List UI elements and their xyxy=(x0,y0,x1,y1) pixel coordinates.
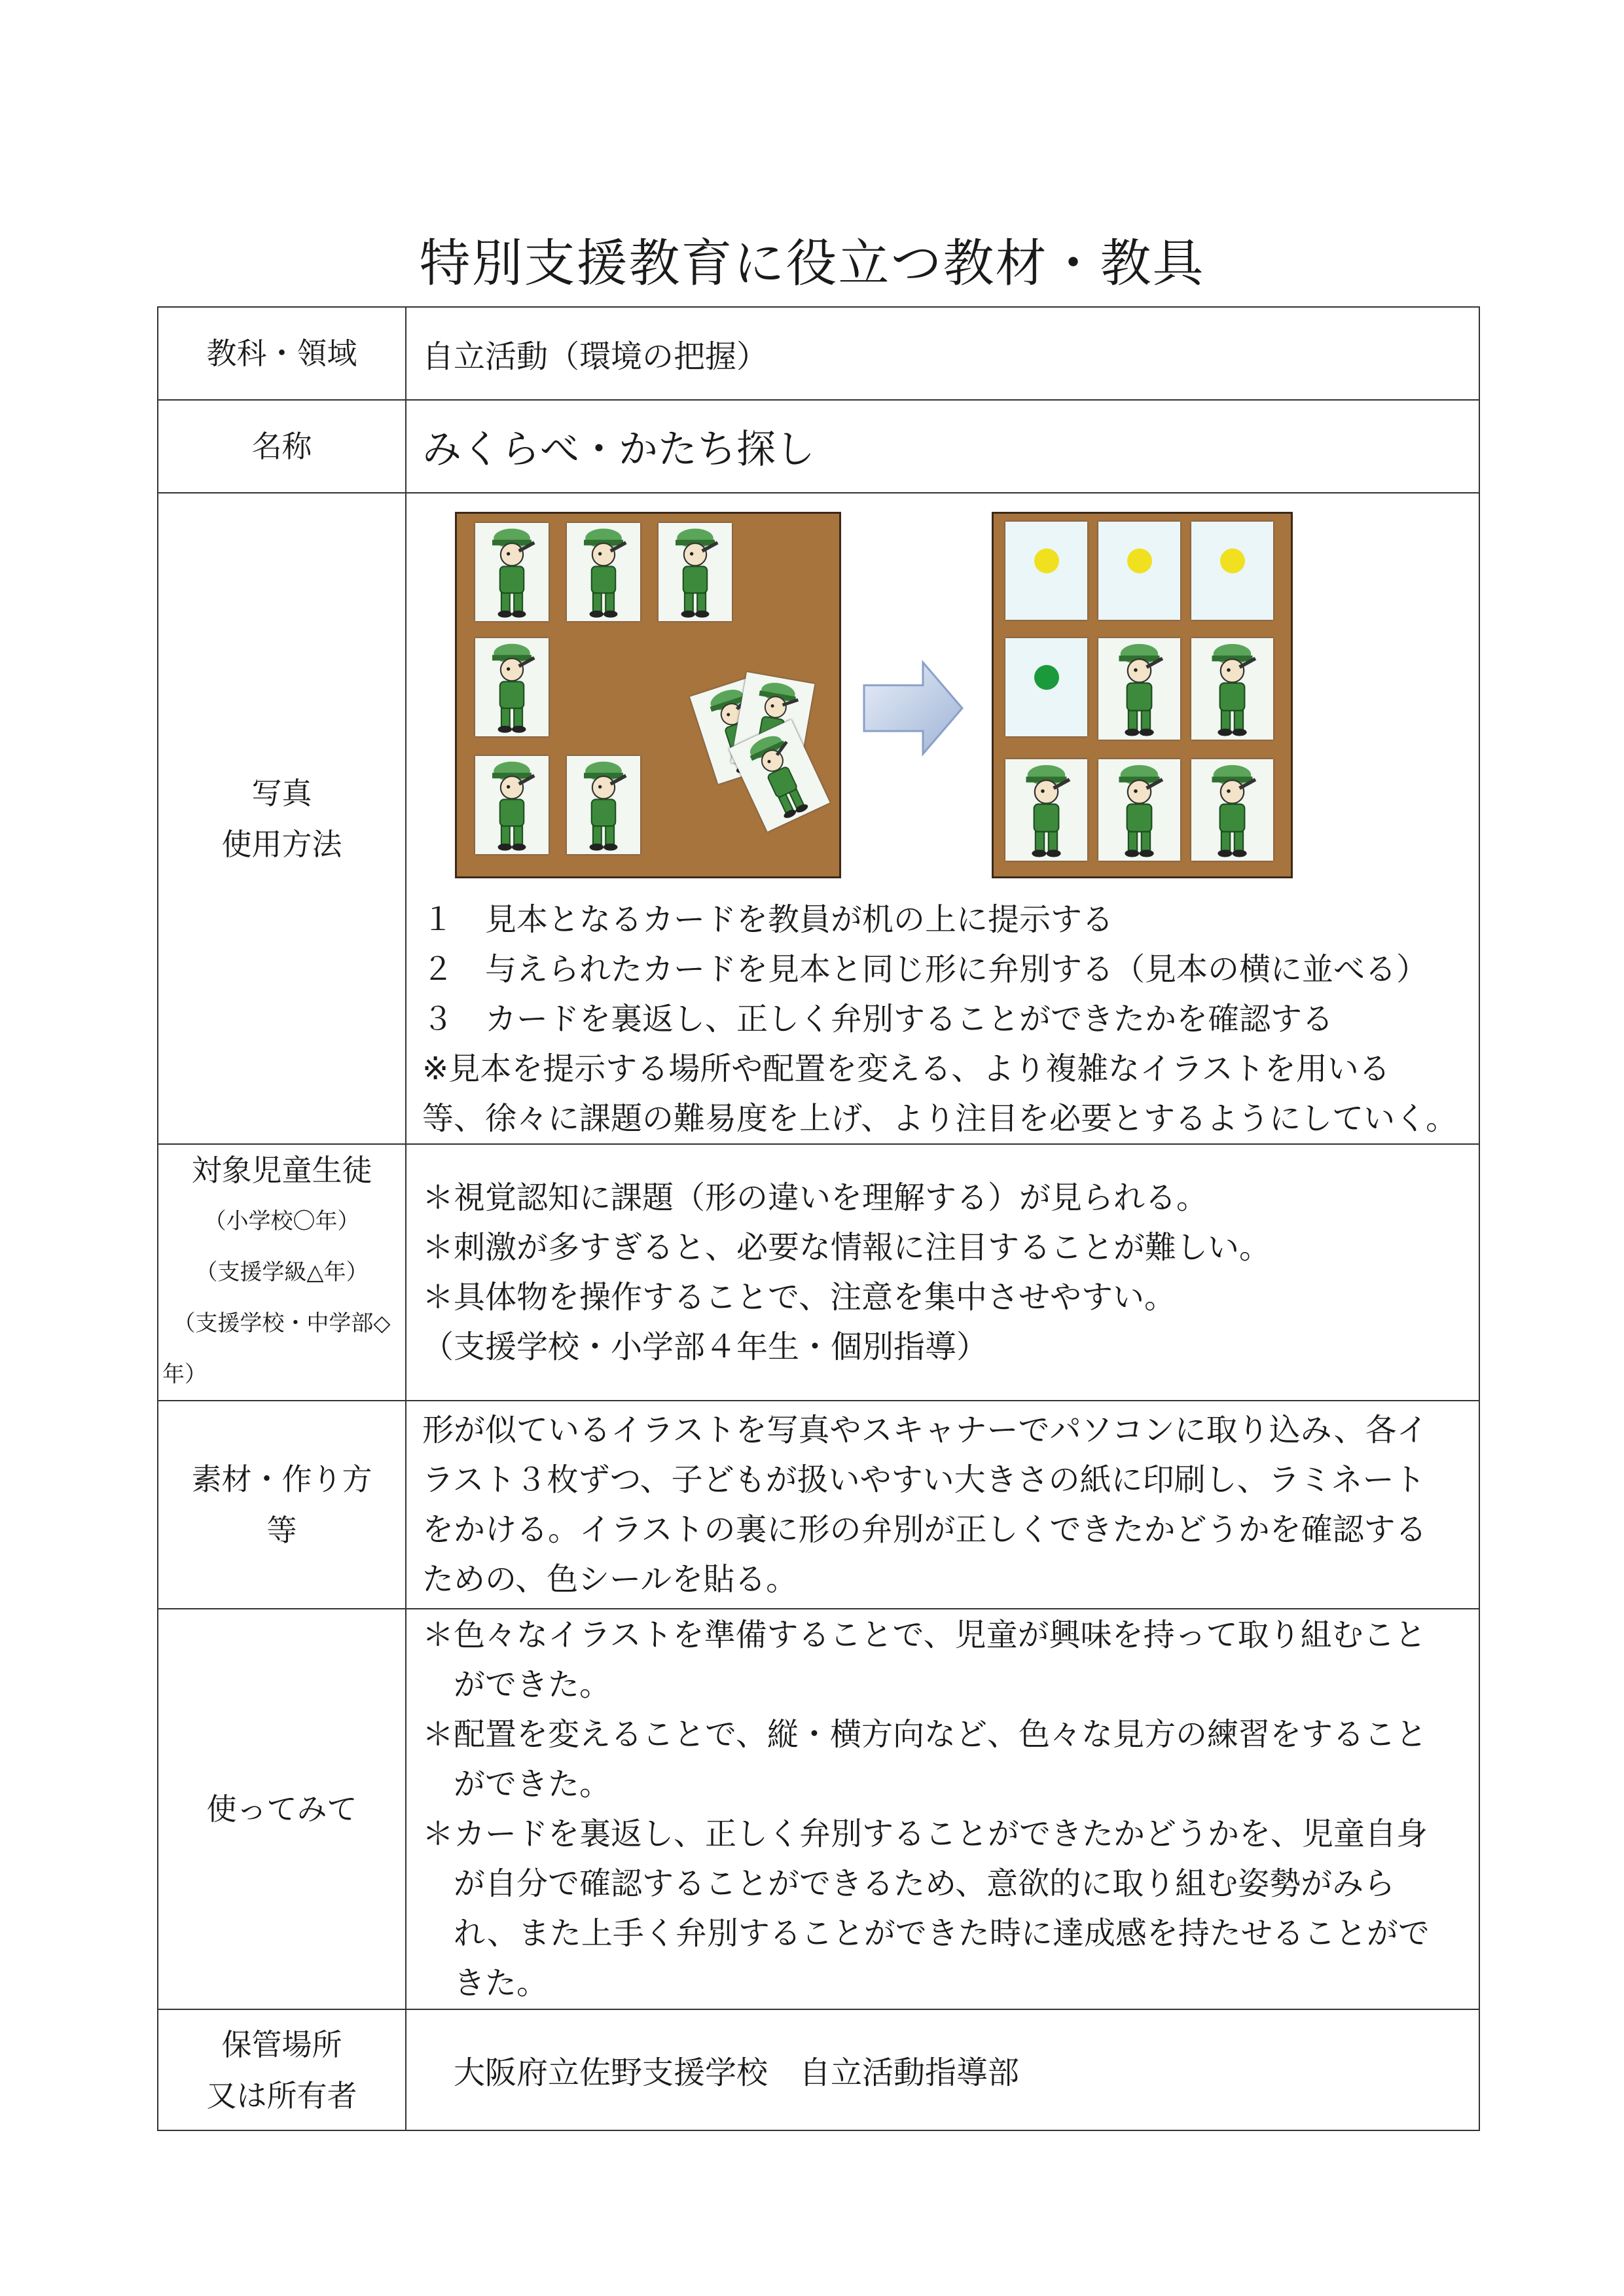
usage-note: ※見本を提示する場所や配置を変える、より複雑なイラストを用いる xyxy=(422,1050,1390,1087)
character-illustration xyxy=(1005,759,1087,861)
photo-before xyxy=(455,512,841,878)
character-illustration xyxy=(475,523,549,621)
yellow-sticker xyxy=(1034,548,1059,573)
usage-line: ができた。 xyxy=(422,1666,611,1703)
green-sticker xyxy=(1034,665,1059,690)
target-value xyxy=(406,1144,1479,1401)
storage-label-line2: 又は所有者 xyxy=(206,2077,357,2113)
usage-line: が自分で確認することができるため、意欲的に取り組む姿勢がみら xyxy=(422,1865,1396,1902)
row-photo xyxy=(158,493,1479,1144)
storage-label xyxy=(158,2009,406,2130)
character-illustration xyxy=(567,756,640,854)
sticker-card xyxy=(1191,522,1273,620)
usage-line: きた。 xyxy=(422,1965,549,2001)
picture-card xyxy=(567,756,640,854)
row-name xyxy=(158,400,1479,493)
target-line: ＊視覚認知に課題（形の違いを理解する）が見られる。 xyxy=(422,1179,1208,1216)
target-label-line2: （小学校〇年） xyxy=(204,1208,360,1234)
character-illustration xyxy=(659,523,732,621)
picture-card xyxy=(475,756,549,854)
materials-label xyxy=(158,1401,406,1609)
usage-step: １ 見本となるカードを教員が机の上に提示する xyxy=(422,901,1114,938)
character-illustration xyxy=(567,523,640,621)
picture-card xyxy=(1191,638,1273,740)
photo-label-line1: 写真 xyxy=(251,775,312,811)
picture-card xyxy=(1098,759,1180,861)
character-illustration xyxy=(1191,638,1273,740)
sticker-card xyxy=(1098,522,1180,620)
usage-note: 等、徐々に課題の難易度を上げ、より注目を必要とするようにしていく。 xyxy=(422,1100,1458,1137)
photo-after xyxy=(992,512,1293,878)
sticker-card xyxy=(1005,638,1087,736)
target-line: ＊具体物を操作することで、注意を集中させやすい。 xyxy=(422,1279,1176,1316)
arrow-right-icon xyxy=(861,656,965,761)
usage-step: ３ カードを裏返し、正しく弁別することができたかを確認する xyxy=(422,1001,1334,1037)
materials-value xyxy=(406,1401,1479,1609)
usage-label: 使ってみて xyxy=(158,1609,406,2009)
target-label-line1: 対象児童生徒 xyxy=(191,1153,372,1188)
materials-line: をかける。イラストの裏に形の弁別が正しくできたかどうかを確認する xyxy=(422,1511,1427,1548)
usage-step: ２ 与えられたカードを見本と同じ形に弁別する（見本の横に並べる） xyxy=(422,951,1428,988)
usage-line: ＊カードを裏返し、正しく弁別することができたかどうかを、児童自身 xyxy=(422,1816,1428,1852)
picture-card xyxy=(475,523,549,621)
photo-label-line2: 使用方法 xyxy=(221,826,342,862)
sticker-card xyxy=(1005,522,1087,620)
character-illustration xyxy=(1098,638,1180,740)
target-line: （支援学校・小学部４年生・個別指導） xyxy=(422,1329,988,1365)
storage-value: 大阪府立佐野支援学校 自立活動指導部 xyxy=(406,2009,1479,2130)
row-target xyxy=(158,1144,1479,1401)
target-label-line3: （支援学級△年） xyxy=(195,1259,369,1285)
picture-card xyxy=(567,523,640,621)
picture-card xyxy=(659,523,732,621)
subject-label: 教科・領域 xyxy=(158,307,406,400)
info-sheet xyxy=(157,306,1480,2131)
row-subject xyxy=(158,307,1479,400)
usage-value xyxy=(406,1609,1479,2009)
picture-card xyxy=(1098,638,1180,740)
target-label xyxy=(158,1144,406,1401)
materials-label-line1: 素材・作り方 xyxy=(191,1462,372,1497)
name-value: みくらべ・かたち探し xyxy=(406,400,1479,493)
target-label-line5: 年） xyxy=(162,1361,207,1388)
materials-line: 形が似ているイラストを写真やスキャナーでパソコンに取り込み、各イ xyxy=(422,1412,1428,1448)
target-label-line4: （支援学校・中学部◇ xyxy=(173,1310,391,1336)
character-illustration xyxy=(1191,759,1273,861)
usage-line: ＊配置を変えることで、縦・横方向など、色々な見方の練習をすること xyxy=(422,1716,1428,1753)
target-line: ＊刺激が多すぎると、必要な情報に注目することが難しい。 xyxy=(422,1229,1271,1266)
character-illustration xyxy=(475,638,549,736)
usage-line: ができた。 xyxy=(422,1766,611,1803)
picture-card xyxy=(475,638,549,736)
page-title: 特別支援教育に役立つ教材・教具 xyxy=(419,234,1205,293)
picture-card xyxy=(1005,759,1087,861)
usage-line: れ、また上手く弁別することができた時に達成感を持たせることがで xyxy=(422,1915,1430,1952)
row-usage xyxy=(158,1609,1479,2009)
usage-steps xyxy=(422,895,1466,1143)
materials-line: ための、色シールを貼る。 xyxy=(422,1561,798,1598)
storage-label-line1: 保管場所 xyxy=(221,2026,342,2062)
picture-card xyxy=(1191,759,1273,861)
row-storage xyxy=(158,2009,1479,2130)
photo-area xyxy=(422,512,1466,895)
row-materials xyxy=(158,1401,1479,1609)
materials-label-line2: 等 xyxy=(266,1513,297,1548)
usage-line: ＊色々なイラストを準備することで、児童が興味を持って取り組むこと xyxy=(422,1617,1426,1653)
name-label: 名称 xyxy=(158,400,406,493)
subject-value: 自立活動（環境の把握） xyxy=(406,307,1479,400)
materials-line: ラスト３枚ずつ、子どもが扱いやすい大きさの紙に印刷し、ラミネート xyxy=(422,1462,1426,1498)
character-illustration xyxy=(475,756,549,854)
photo-label xyxy=(158,493,406,1144)
photo-cell xyxy=(406,493,1479,1144)
yellow-sticker xyxy=(1127,548,1152,573)
yellow-sticker xyxy=(1220,548,1245,573)
character-illustration xyxy=(1098,759,1180,861)
